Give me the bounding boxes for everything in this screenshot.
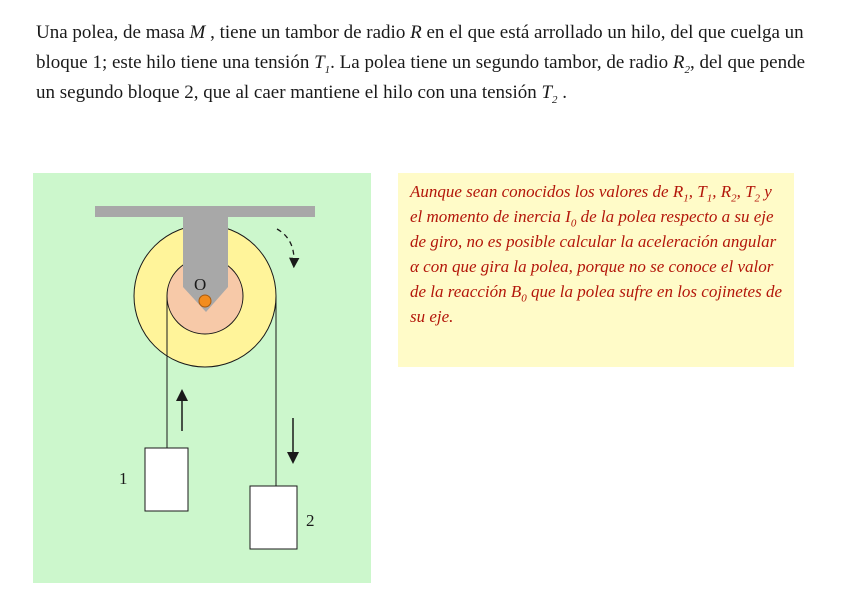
problem-text-5: , del que pende un segundo bloque 2, que al caer mantiene el hilo con una tensión (36, 52, 806, 103)
axle-icon (199, 295, 211, 307)
ceiling-bar (95, 206, 315, 217)
problem-text-1: Una polea, de masa (36, 22, 185, 43)
problem-statement (36, 18, 816, 108)
block-2-label: 2 (306, 511, 315, 530)
rotation-arrow-icon (277, 229, 294, 263)
pulley-diagram (33, 173, 371, 583)
problem-text-6: . (562, 82, 568, 103)
var-M: M (189, 22, 206, 43)
note-text-c: T (697, 182, 707, 201)
note-text-a: Aunque sean conocidos los valores de R (410, 182, 684, 201)
var-R2: $R_2$ (672, 52, 690, 76)
note-box: Aunque sean conocidos los valores de $R_1$, $T_1$, $R_2$, $T_2$ y el momento de inercia $I_0$ de la polea respecto a su eje de giro, no es posible calcular la aceleración angular α con que gira la polea, porque no se conoce el valor de la reacción $B_0$ que la polea sufre en los cojinetes de su eje. (398, 173, 794, 367)
block-1-label: 1 (119, 469, 128, 488)
block-1 (145, 448, 188, 511)
problem-text-3: en el que está arrollado un hilo, del que cuelga un bloque 1; este hilo tiene una tensión (36, 22, 804, 73)
var-T1: $T_1$ (314, 52, 331, 76)
pulley-figure (33, 173, 371, 583)
var-T2: $T_2$ (541, 82, 558, 106)
block-2 (250, 486, 297, 549)
problem-text-2: , tiene un tambor de radio (210, 22, 406, 43)
var-R: R (410, 22, 422, 43)
center-label: O (194, 275, 207, 294)
problem-text-4: . La polea tiene un segundo tambor, de radio (330, 52, 669, 73)
